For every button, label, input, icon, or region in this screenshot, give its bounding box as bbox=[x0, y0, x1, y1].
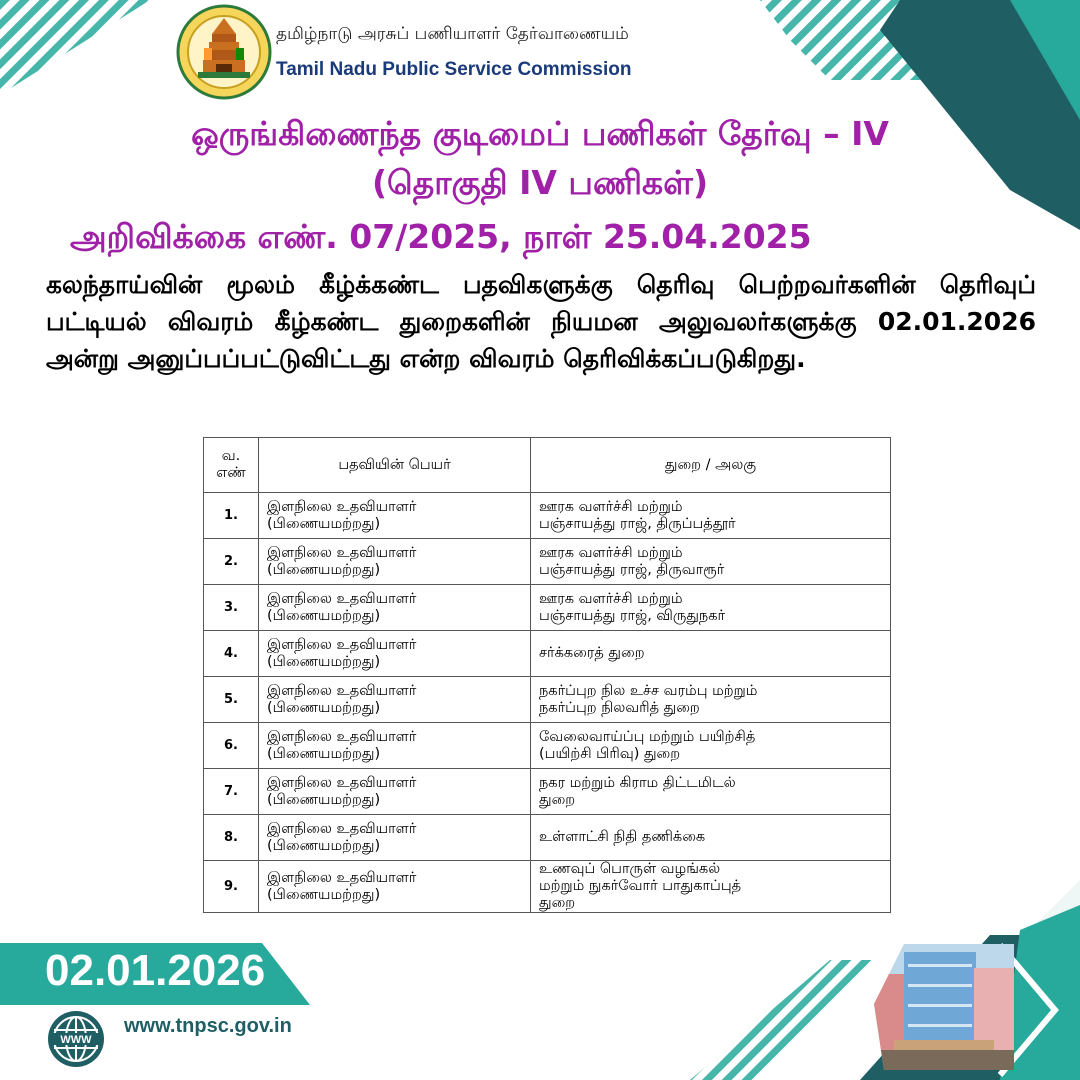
department-line: துறை bbox=[539, 895, 576, 911]
post-name-cell bbox=[259, 539, 531, 585]
serial-number-cell: 9. bbox=[204, 861, 259, 913]
header-serial-line1: வ. bbox=[221, 448, 241, 464]
post-name-line: இளநிலை உதவியாளர் bbox=[267, 869, 417, 886]
org-name-tamil: தமிழ்நாடு அரசுப் பணியாளர் தேர்வாணையம் bbox=[276, 24, 629, 44]
post-name-line: இளநிலை உதவியாளர் bbox=[267, 636, 417, 653]
department-cell bbox=[531, 585, 891, 631]
post-name-line: (பிணையமற்றது) bbox=[267, 699, 381, 716]
department-cell bbox=[531, 539, 891, 585]
globe-www-label: WWW bbox=[60, 1034, 92, 1046]
table-body bbox=[204, 493, 891, 913]
post-name-cell bbox=[259, 631, 531, 677]
department-line: நகர மற்றும் கிராம திட்டமிடல் bbox=[539, 774, 736, 791]
table-row bbox=[204, 815, 891, 861]
post-name-cell bbox=[259, 769, 531, 815]
department-cell bbox=[531, 677, 891, 723]
department-line: பஞ்சாயத்து ராஜ், திருப்பத்தூர் bbox=[539, 515, 736, 532]
post-name-line: (பிணையமற்றது) bbox=[267, 886, 381, 903]
serial-number-cell: 6. bbox=[204, 723, 259, 769]
footer-date: 02.01.2026 bbox=[45, 946, 266, 995]
post-name-cell bbox=[259, 861, 531, 913]
department-cell bbox=[531, 631, 891, 677]
website-link[interactable]: www.tnpsc.gov.in bbox=[124, 1015, 292, 1037]
department-line: பஞ்சாயத்து ராஜ், திருவாரூர் bbox=[539, 561, 725, 578]
department-cell bbox=[531, 723, 891, 769]
table-row bbox=[204, 677, 891, 723]
post-name-line: (பிணையமற்றது) bbox=[267, 791, 381, 808]
post-name-cell bbox=[259, 723, 531, 769]
header-serial-line2: எண் bbox=[216, 465, 246, 481]
serial-number-cell: 3. bbox=[204, 585, 259, 631]
post-name-line: (பிணையமற்றது) bbox=[267, 561, 381, 578]
department-line: பஞ்சாயத்து ராஜ், விருதுநகர் bbox=[539, 607, 726, 624]
post-name-line: இளநிலை உதவியாளர் bbox=[267, 590, 417, 607]
department-cell bbox=[531, 815, 891, 861]
table-row bbox=[204, 493, 891, 539]
department-line: துறை bbox=[539, 791, 576, 808]
department-line: ஊரக வளர்ச்சி மற்றும் bbox=[539, 590, 683, 607]
post-name-line: இளநிலை உதவியாளர் bbox=[267, 774, 417, 791]
table-row bbox=[204, 539, 891, 585]
header bbox=[176, 4, 696, 100]
department-line: நகர்ப்புற நிலவரித் துறை bbox=[539, 699, 700, 716]
department-cell bbox=[531, 769, 891, 815]
serial-number-cell: 4. bbox=[204, 631, 259, 677]
header-serial-number bbox=[204, 438, 259, 493]
department-line: நகர்ப்புற நில உச்ச வரம்பு மற்றும் bbox=[539, 682, 758, 699]
table-row bbox=[204, 769, 891, 815]
table-row bbox=[204, 723, 891, 769]
department-line: வேலைவாய்ப்பு மற்றும் பயிற்சித் bbox=[539, 728, 756, 745]
post-name-line: (பிணையமற்றது) bbox=[267, 653, 381, 670]
department-line: சர்க்கரைத் துறை bbox=[539, 645, 645, 661]
post-name-cell bbox=[259, 677, 531, 723]
post-name-cell bbox=[259, 493, 531, 539]
title-group-name: (தொகுதி IV பணிகள்) bbox=[371, 163, 709, 202]
department-line: உள்ளாட்சி நிதி தணிக்கை bbox=[539, 829, 706, 845]
title-notification-number: அறிவிக்கை எண். 07/2025, நாள் 25.04.2025 bbox=[70, 217, 812, 256]
post-name-line: (பிணையமற்றது) bbox=[267, 515, 381, 532]
header-department: துறை / அலகு bbox=[531, 438, 891, 493]
post-name-line: இளநிலை உதவியாளர் bbox=[267, 544, 417, 561]
post-name-cell bbox=[259, 585, 531, 631]
title-exam-name: ஒருங்கிணைந்த குடிமைப் பணிகள் தேர்வு – IV bbox=[191, 114, 889, 153]
serial-number-cell: 5. bbox=[204, 677, 259, 723]
department-line: மற்றும் நுகர்வோர் பாதுகாப்புத் bbox=[539, 878, 742, 894]
post-name-line: இளநிலை உதவியாளர் bbox=[267, 498, 417, 515]
table-header-row bbox=[204, 438, 891, 493]
org-name-english: Tamil Nadu Public Service Commission bbox=[276, 59, 632, 80]
department-line: ஊரக வளர்ச்சி மற்றும் bbox=[539, 498, 683, 515]
stripe-corner-top-left bbox=[0, 0, 150, 95]
department-line: (பயிற்சி பிரிவு) துறை bbox=[539, 745, 681, 762]
stripe-shape-bottom-right bbox=[690, 960, 880, 1080]
post-name-line: (பிணையமற்றது) bbox=[267, 745, 381, 762]
serial-number-cell: 1. bbox=[204, 493, 259, 539]
tamil-nadu-emblem-icon bbox=[176, 4, 272, 100]
department-line: ஊரக வளர்ச்சி மற்றும் bbox=[539, 544, 683, 561]
table-row bbox=[204, 631, 891, 677]
tnpsc-building-image bbox=[874, 944, 1014, 1070]
department-cell bbox=[531, 493, 891, 539]
post-name-cell bbox=[259, 815, 531, 861]
department-cell bbox=[531, 861, 891, 913]
post-name-line: இளநிலை உதவியாளர் bbox=[267, 728, 417, 745]
post-name-line: இளநிலை உதவியாளர் bbox=[267, 820, 417, 837]
table-row bbox=[204, 585, 891, 631]
globe-www-icon bbox=[47, 1010, 105, 1068]
serial-number-cell: 7. bbox=[204, 769, 259, 815]
serial-number-cell: 2. bbox=[204, 539, 259, 585]
post-name-line: (பிணையமற்றது) bbox=[267, 607, 381, 624]
post-name-line: (பிணையமற்றது) bbox=[267, 837, 381, 854]
post-name-line: இளநிலை உதவியாளர் bbox=[267, 682, 417, 699]
announcement-description: கலந்தாய்வின் மூலம் கீழ்க்கண்ட பதவிகளுக்கு தெரிவு பெற்றவர்களின் தெரிவுப் பட்டியல் விவரம் கீழ்கண்ட துறைகளின் நியமன அலுவலர்களுக்கு 02.01.2026 அன்று அனுப்பப்பட்டுவிட்டது என்ற விவரம் தெரிவிக்கப்படுகிறது. bbox=[46, 270, 1036, 373]
table-row bbox=[204, 861, 891, 913]
posts-table bbox=[203, 437, 891, 913]
department-line: உணவுப் பொருள் வழங்கல் bbox=[539, 861, 721, 877]
serial-number-cell: 8. bbox=[204, 815, 259, 861]
header-post-name: பதவியின் பெயர் bbox=[259, 438, 531, 493]
